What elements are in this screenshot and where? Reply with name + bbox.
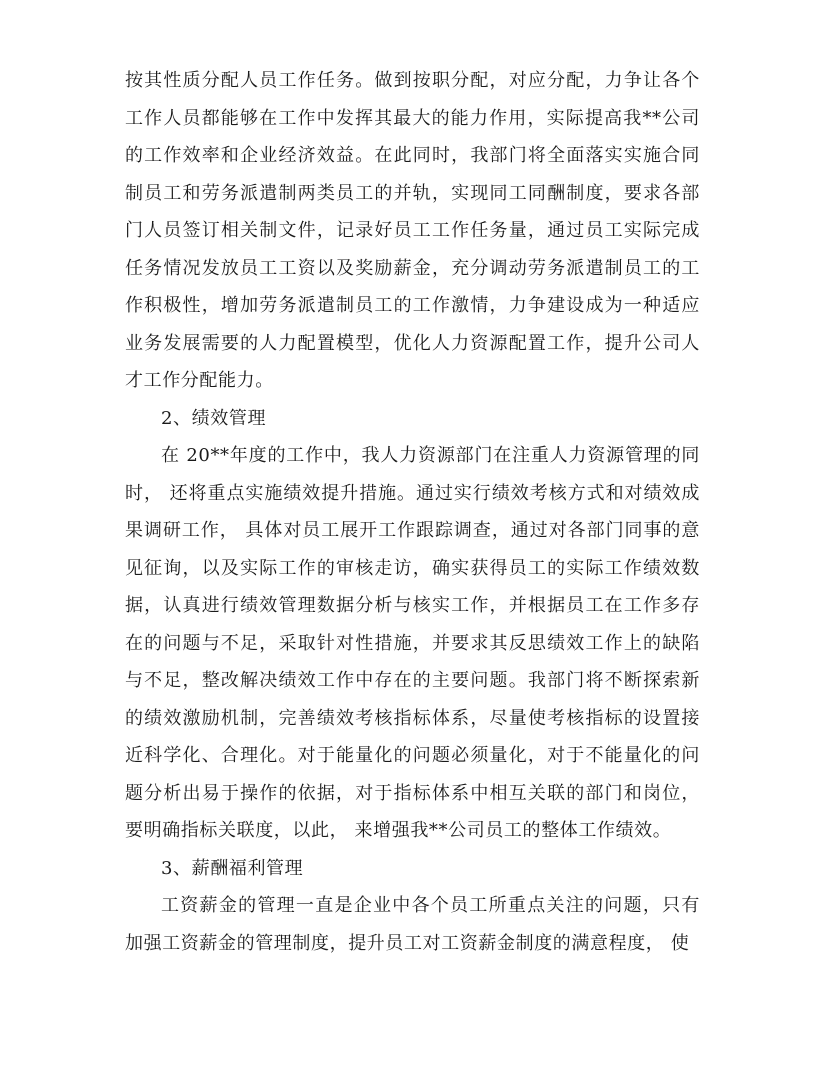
paragraph-compensation: 工资薪金的管理一直是企业中各个员工所重点关注的问题，只有加强工资薪金的管理制度，提升员工对工资薪金制度的满意程度， 使 [125, 895, 700, 954]
section-heading-performance: 2、绩效管理 [161, 407, 267, 429]
section-heading-compensation: 3、薪酬福利管理 [161, 857, 304, 879]
document-body [125, 62, 700, 962]
paragraph-performance-management: 在 20**年度的工作中，我人力资源部门在注重人力资源管理的同时， 还将重点实施绩效提升措施。通过实行绩效考核方式和对绩效成果调研工作， 具体对员工展开工作跟踪调查，通过对各部门同事的意见征询，以及实际工作的审核走访，确实获得员工的实际工作绩效数据，认真进行绩效管理数据分析与核实工作，并根据员工在工作多存在的问题与不足，采取针对性措施，并要求其反思绩效工作上的缺陷与不足，整改解决绩效工作中存在的主要问题。我部门将不断探索新的绩效激励机制，完善绩效考核指标体系，尽量使考核指标的设置接近科学化、合理化。对于能量化的问题必须量化，对于不能量化的问题分析出易于操作的依据，对于指标体系中相互关联的部门和岗位，要明确指标关联度，以此， 来增强我**公司员工的整体工作绩效。 [125, 445, 700, 841]
paragraph-staff-allocation: 按其性质分配人员工作任务。做到按职分配，对应分配，力争让各个工作人员都能够在工作中发挥其最大的能力作用，实际提高我**公司的工作效率和企业经济效益。在此同时，我部门将全面落实实施合同制员工和劳务派遣制两类员工的并轨，实现同工同酬制度，要求各部门人员签订相关制文件，记录好员工工作任务量，通过员工实际完成任务情况发放员工工资以及奖励薪金，充分调动劳务派遣制员工的工作积极性，增加劳务派遣制员工的工作激情，力争建设成为一种适应业务发展需要的人力配置模型，优化人力资源配置工作，提升公司人才工作分配能力。 [125, 70, 700, 391]
